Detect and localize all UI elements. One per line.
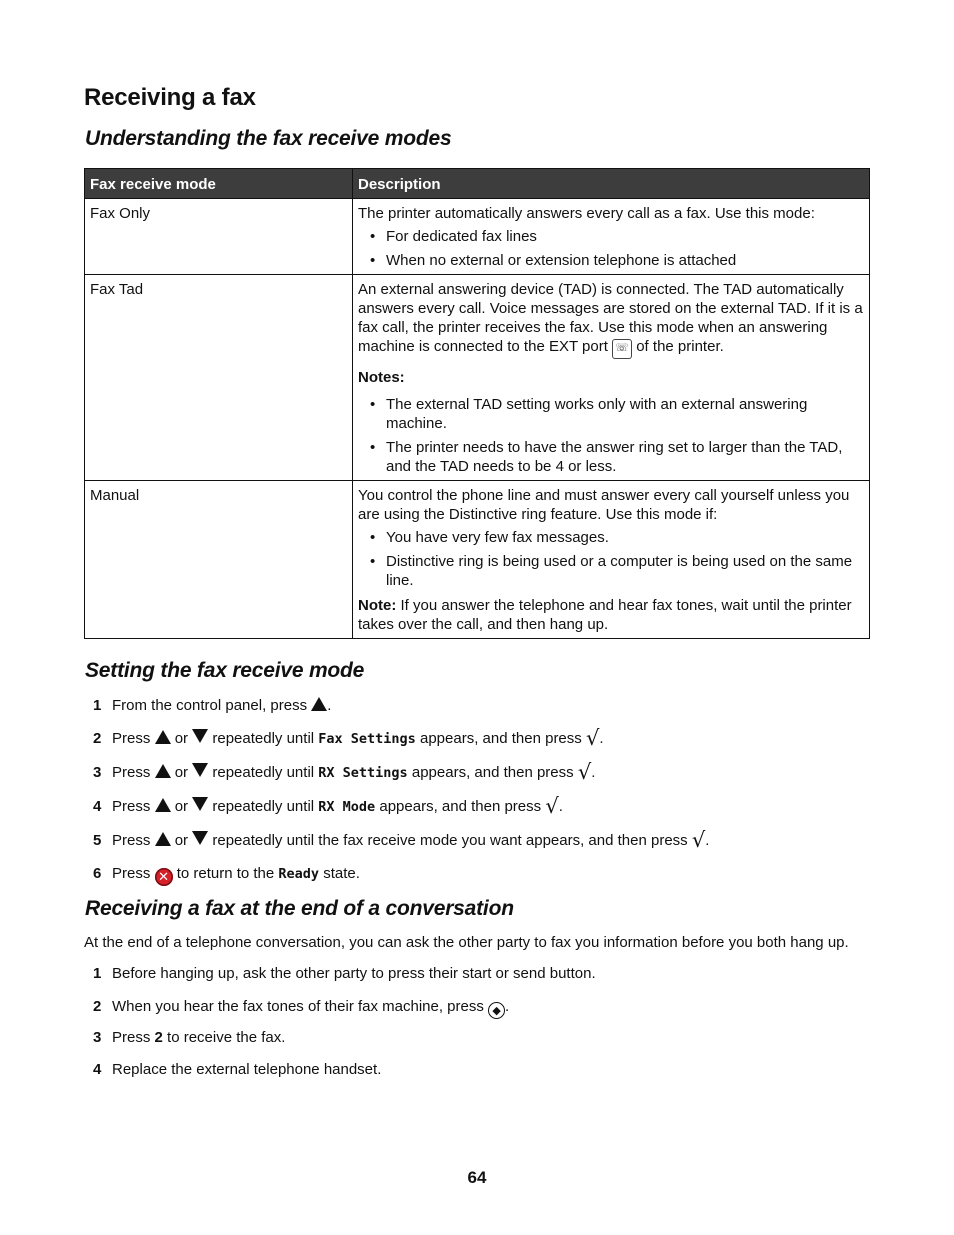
step-text: appears, and then press — [411, 764, 574, 781]
step-number: 2 — [93, 730, 102, 747]
step-number: 3 — [93, 764, 102, 781]
checkmark-icon: √ — [577, 760, 592, 784]
page-title: Receiving a fax — [84, 84, 256, 111]
step-number: 6 — [93, 865, 102, 882]
up-arrow-icon — [155, 764, 171, 778]
list-item: • Distinctive ring is being used or a computer is being used on the same line. — [358, 552, 864, 590]
step-text: Before hanging up, ask the other party to press their start or send button. — [112, 965, 596, 982]
down-arrow-icon — [192, 797, 208, 811]
description-text-part: An external answering device (TAD) is connected. The TAD automatically answers every call. Voice messages are stored on the external TAD. If it is a fax call, the printer receives the fax. Use this mode when an answering machine is connected to the EXT port — [358, 281, 863, 355]
list-item — [84, 1060, 870, 1079]
down-arrow-icon — [192, 729, 208, 743]
list-item — [84, 964, 870, 997]
step-text: . — [591, 764, 596, 781]
step-text: . — [558, 798, 563, 815]
table-header-row — [85, 169, 870, 199]
step-text: state. — [323, 865, 360, 882]
up-arrow-icon — [155, 832, 171, 846]
column-header-description: Description — [353, 169, 870, 199]
step-text: appears, and then press — [420, 730, 582, 747]
mode-cell: Fax Tad — [85, 275, 353, 481]
list-item — [84, 864, 870, 886]
ext-port-phone-icon: ☏ — [612, 339, 632, 359]
down-arrow-icon — [192, 831, 208, 845]
note-text — [358, 596, 864, 634]
step-number: 1 — [93, 697, 102, 714]
menu-code: RX Settings — [318, 765, 408, 781]
step-text: or — [174, 798, 189, 815]
mode-cell: Manual — [85, 481, 353, 639]
table-row — [85, 481, 870, 639]
list-item — [84, 997, 870, 1028]
description-text — [358, 280, 864, 359]
step-text: repeatedly until — [212, 798, 315, 815]
list-item — [84, 726, 870, 763]
menu-code: Ready — [278, 866, 320, 882]
list-item: • When no external or extension telephone is attached — [358, 251, 864, 270]
step-text: Replace the external telephone handset. — [112, 1061, 382, 1078]
step-text: or — [174, 832, 189, 849]
step-text: or — [174, 730, 189, 747]
step-number: 2 — [93, 998, 102, 1015]
step-text: Press — [112, 730, 151, 747]
up-arrow-icon — [311, 697, 327, 711]
setting-steps — [84, 696, 870, 886]
step-text: From the control panel, press — [112, 697, 308, 714]
step-text: to receive the fax. — [167, 1029, 286, 1046]
down-arrow-icon — [192, 763, 208, 777]
note-label: Note: — [358, 597, 397, 614]
step-text: Press — [112, 832, 151, 849]
description-text: You control the phone line and must answer every call yourself unless you are using the Distinctive ring feature. Use this mode if: — [358, 487, 850, 523]
description-cell — [353, 199, 870, 275]
step-number: 4 — [93, 798, 102, 815]
step-number: 1 — [93, 965, 102, 982]
step-number: 4 — [93, 1061, 102, 1078]
start-icon: ◆ — [488, 1002, 505, 1019]
cancel-icon: ✕ — [155, 868, 173, 886]
list-item: • For dedicated fax lines — [358, 227, 864, 246]
step-text: Press — [112, 764, 151, 781]
column-header-mode: Fax receive mode — [85, 169, 353, 199]
menu-code: Fax Settings — [318, 731, 416, 747]
section-heading-setting: Setting the fax receive mode — [85, 659, 365, 682]
description-text: The printer automatically answers every call as a fax. Use this mode: — [358, 205, 815, 222]
description-text-part: of the printer. — [636, 338, 724, 355]
step-text: or — [174, 764, 189, 781]
list-item — [84, 794, 870, 831]
list-item — [84, 1028, 870, 1060]
description-cell — [353, 275, 870, 481]
page-number: 64 — [467, 1168, 487, 1187]
list-item — [84, 760, 870, 797]
step-text: repeatedly until — [212, 764, 315, 781]
mode-cell: Fax Only — [85, 199, 353, 275]
bullet-list — [358, 227, 864, 270]
checkmark-icon: √ — [691, 828, 706, 852]
menu-code: RX Mode — [318, 799, 376, 815]
bullet-list — [358, 395, 864, 476]
list-item: • You have very few fax messages. — [358, 528, 864, 547]
step-text: Press — [112, 798, 151, 815]
checkmark-icon: √ — [585, 726, 600, 750]
note-body: If you answer the telephone and hear fax tones, wait until the printer takes over the call, and then hang up. — [358, 597, 852, 633]
step-text: repeatedly until — [212, 730, 315, 747]
up-arrow-icon — [155, 730, 171, 744]
table-row — [85, 199, 870, 275]
section-heading-modes: Understanding the fax receive modes — [85, 127, 452, 150]
step-text: . — [705, 832, 710, 849]
description-cell — [353, 481, 870, 639]
conversation-steps — [84, 964, 870, 1079]
list-item — [84, 828, 870, 864]
section-intro: At the end of a telephone conversation, you can ask the other party to fax you information before you both hang up. — [84, 934, 849, 951]
step-number: 5 — [93, 832, 102, 849]
key-label: 2 — [154, 1029, 163, 1046]
step-text: Press — [112, 865, 151, 882]
table-row — [85, 275, 870, 481]
list-item: • The printer needs to have the answer ring set to larger than the TAD, and the TAD needs to be 4 or less. — [358, 438, 864, 476]
step-number: 3 — [93, 1029, 102, 1046]
step-text: to return to the — [176, 865, 275, 882]
step-text: repeatedly until the fax receive mode you want appears, and then press — [212, 832, 688, 849]
notes-label: Notes: — [358, 369, 405, 386]
bullet-list — [358, 528, 864, 590]
fax-modes-table — [84, 168, 870, 639]
step-text: appears, and then press — [379, 798, 542, 815]
section-heading-conversation: Receiving a fax at the end of a conversation — [85, 897, 514, 920]
list-item: • The external TAD setting works only with an external answering machine. — [358, 395, 864, 433]
checkmark-icon: √ — [545, 794, 559, 818]
step-text: Press — [112, 1029, 151, 1046]
up-arrow-icon — [155, 798, 171, 812]
step-text: When you hear the fax tones of their fax machine, press — [112, 998, 484, 1015]
step-text: . — [599, 730, 604, 747]
list-item — [84, 696, 870, 729]
step-text: . — [505, 998, 510, 1015]
step-text: . — [327, 697, 332, 714]
